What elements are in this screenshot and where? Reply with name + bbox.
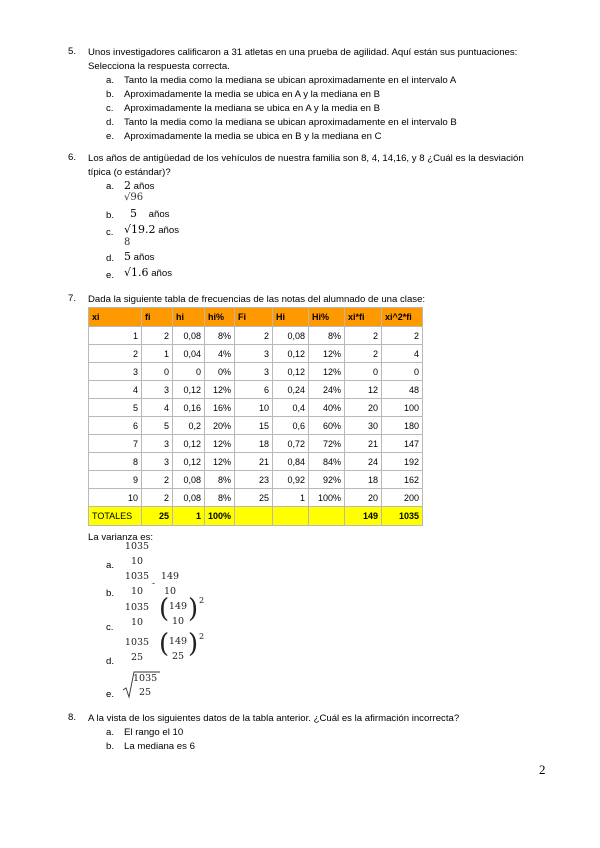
table-cell: 3	[235, 363, 273, 381]
table-cell: 2	[89, 345, 142, 363]
q8-line1: A la vista de los siguientes datos de la tabla anterior. ¿Cuál es la afirmación incorrecta?	[88, 713, 460, 724]
table-cell: 0,6	[273, 417, 309, 435]
table-cell: 1	[142, 345, 173, 363]
table-cell: 3	[142, 435, 173, 453]
q6-option-c-unit: años	[158, 225, 179, 236]
table-cell: 18	[235, 435, 273, 453]
q7-option-e-letter: e.	[106, 689, 115, 700]
q7-option-c-exponent: 2	[199, 596, 205, 605]
table-cell: 100%	[205, 507, 235, 526]
table-cell: 0,08	[273, 327, 309, 345]
q7-option-b-denominator-1: 10	[130, 586, 144, 597]
q6-number: 6.	[68, 152, 77, 163]
q7-line1: Dada la siguiente tabla de frecuencias de las notas del alumnado de una clase:	[88, 294, 426, 305]
q6-option-b[interactable]	[130, 207, 169, 220]
q7-option-b-fraction-1	[124, 571, 150, 597]
q6-option-e-value: √1.6	[124, 266, 149, 279]
q5-option-c[interactable]: Aproximadamente la mediana se ubica en A y la media en B	[124, 103, 380, 114]
q7-option-c-paren-open: (	[159, 594, 170, 624]
q6-option-c-denominator: 8	[124, 237, 131, 248]
table-cell: 0%	[205, 363, 235, 381]
q7-option-c-denominator-1: 10	[130, 617, 144, 628]
table-header-cell: hi%	[205, 308, 235, 327]
q6-option-e-unit: años	[151, 268, 172, 279]
table-header-cell: xi^2*fi	[382, 308, 423, 327]
q6-line1: Los años de antigüedad de los vehículos de nuestra familia son 8, 4, 14,16, y 8 ¿Cuál es la desviación	[88, 153, 524, 164]
q5-line1: Unos investigadores calificaron a 31 atletas en una prueba de agilidad. Aquí están sus puntuaciones:	[88, 47, 518, 58]
table-cell: 12%	[205, 381, 235, 399]
table-cell	[273, 507, 309, 526]
table-cell: 8%	[205, 327, 235, 345]
table-row	[89, 453, 423, 471]
table-cell: 7	[89, 435, 142, 453]
q6-line2: típica (o estándar)?	[88, 167, 171, 178]
table-cell: 3	[235, 345, 273, 363]
q7-option-b-numerator-1: 1035	[124, 571, 150, 582]
q7-option-b-numerator-2: 149	[160, 571, 180, 582]
table-cell	[235, 507, 273, 526]
q5-option-d[interactable]: Tanto la media como la mediana se ubican aproximadamente en el intervalo B	[124, 117, 457, 128]
q7-option-d-fraction-2	[167, 636, 189, 662]
table-cell: 2	[235, 327, 273, 345]
table-row	[89, 435, 423, 453]
q5-option-e[interactable]: Aproximadamente la media se ubica en B y la mediana en C	[124, 131, 382, 142]
table-cell: 20	[345, 399, 382, 417]
table-cell: 0,08	[173, 327, 205, 345]
table-cell: 4	[382, 345, 423, 363]
q6-option-b-value: 5	[130, 207, 137, 220]
table-cell: 30	[345, 417, 382, 435]
table-cell: 1	[173, 507, 205, 526]
table-cell: 4	[89, 381, 142, 399]
table-cell: 0,92	[273, 471, 309, 489]
table-row	[89, 489, 423, 507]
q7-option-d-numerator-2: 149	[168, 636, 188, 647]
q7-option-a-denominator: 10	[130, 556, 144, 567]
table-cell: 0,12	[273, 345, 309, 363]
q7-option-e-denominator: 25	[138, 687, 152, 698]
table-cell: 12%	[309, 345, 345, 363]
q7-option-c-letter: c.	[106, 622, 114, 633]
q5-option-d-letter: d.	[106, 117, 115, 128]
table-cell: 21	[345, 435, 382, 453]
table-cell: 12%	[205, 453, 235, 471]
q6-option-d-letter: d.	[106, 253, 115, 264]
table-cell: 0,4	[273, 399, 309, 417]
q6-option-a-root: √96	[124, 192, 144, 203]
table-cell: 15	[235, 417, 273, 435]
table-row	[89, 345, 423, 363]
table-cell: 100%	[309, 489, 345, 507]
table-cell: 25	[235, 489, 273, 507]
table-cell: 0,12	[173, 435, 205, 453]
q6-option-c-value: √19.2	[124, 223, 156, 236]
table-cell: 24	[345, 453, 382, 471]
table-cell: 4%	[205, 345, 235, 363]
table-cell: 18	[345, 471, 382, 489]
q6-option-a[interactable]	[124, 179, 154, 192]
table-cell: 1	[89, 327, 142, 345]
table-header-row	[89, 308, 423, 327]
table-cell: 9	[89, 471, 142, 489]
table-cell: 200	[382, 489, 423, 507]
q6-option-a-letter: a.	[106, 181, 115, 192]
table-cell: 0,08	[173, 489, 205, 507]
table-cell: 4	[142, 399, 173, 417]
table-cell: 0,2	[173, 417, 205, 435]
q5-text	[88, 46, 517, 74]
table-cell: 0	[173, 363, 205, 381]
q7-option-d-denominator-1: 25	[130, 652, 144, 663]
table-cell: 23	[235, 471, 273, 489]
table-cell: 0,72	[273, 435, 309, 453]
table-cell: 20%	[205, 417, 235, 435]
q7-number: 7.	[68, 293, 77, 304]
table-cell: 1035	[382, 507, 423, 526]
table-totals-row	[89, 507, 423, 526]
q7-option-a-letter: a.	[106, 560, 115, 571]
q6-option-b-letter: b.	[106, 210, 115, 221]
table-cell: 0,16	[173, 399, 205, 417]
table-cell: 0,12	[173, 381, 205, 399]
q7-option-e-numerator: 1035	[133, 673, 158, 684]
table-cell: 0,12	[273, 363, 309, 381]
table-cell: 48	[382, 381, 423, 399]
table-cell	[309, 507, 345, 526]
q7-option-b-letter: b.	[106, 588, 115, 599]
q7-option-a-numerator: 1035	[124, 541, 150, 552]
table-cell: 60%	[309, 417, 345, 435]
table-row	[89, 327, 423, 345]
table-cell: 147	[382, 435, 423, 453]
table-row	[89, 417, 423, 435]
table-cell: 180	[382, 417, 423, 435]
table-cell: 3	[89, 363, 142, 381]
table-cell: 40%	[309, 399, 345, 417]
variance-label: La varianza es:	[88, 532, 154, 543]
q8-number: 8.	[68, 712, 77, 723]
table-cell: 2	[142, 471, 173, 489]
q5-line2: Selecciona la respuesta correcta.	[88, 61, 230, 72]
table-cell: 8%	[205, 471, 235, 489]
table-cell: 21	[235, 453, 273, 471]
table-header-cell: Hi	[273, 308, 309, 327]
table-cell: 8%	[205, 489, 235, 507]
q7-option-d-numerator-1: 1035	[124, 637, 150, 648]
q8-option-b-letter: b.	[106, 741, 115, 752]
q7-option-d-exponent: 2	[199, 632, 205, 641]
q6-option-d-unit: años	[133, 252, 155, 263]
table-cell: 192	[382, 453, 423, 471]
table-cell: 1	[273, 489, 309, 507]
table-cell: 0,08	[173, 471, 205, 489]
table-cell: 0,12	[173, 453, 205, 471]
table-cell: 2	[142, 489, 173, 507]
table-cell: 84%	[309, 453, 345, 471]
totals-label: TOTALES	[89, 507, 142, 526]
q5-option-b-letter: b.	[106, 89, 115, 100]
table-cell: 0	[382, 363, 423, 381]
table-cell: 2	[345, 345, 382, 363]
q5-option-a-letter: a.	[106, 75, 115, 86]
table-cell: 6	[89, 417, 142, 435]
table-cell: 5	[89, 399, 142, 417]
table-cell: 3	[142, 453, 173, 471]
table-cell: 3	[142, 381, 173, 399]
q7-option-d-paren-open: (	[159, 629, 170, 659]
q7-option-c-numerator-2: 149	[168, 601, 188, 612]
q5-option-e-letter: e.	[106, 131, 115, 142]
table-cell: 12%	[205, 435, 235, 453]
q6-option-c-letter: c.	[106, 227, 114, 238]
table-header-cell: xi	[89, 308, 142, 327]
q6-option-e[interactable]	[124, 266, 172, 279]
q5-option-b[interactable]: Aproximadamente la media se ubica en A y la mediana en B	[124, 89, 380, 100]
q5-option-a[interactable]: Tanto la media como la mediana se ubican aproximadamente en el intervalo A	[124, 75, 457, 86]
q8-option-b[interactable]: La mediana es 6	[124, 741, 195, 752]
q7-option-a-fraction[interactable]	[124, 541, 150, 567]
table-row	[89, 471, 423, 489]
table-row	[89, 381, 423, 399]
q6-option-b-unit: años	[148, 209, 170, 220]
table-cell: 149	[345, 507, 382, 526]
q8-option-a[interactable]: El rango el 10	[124, 727, 184, 738]
q6-option-d[interactable]	[124, 250, 154, 263]
table-cell: 2	[382, 327, 423, 345]
q7-option-c-paren-close: )	[188, 594, 199, 624]
table-header-cell: xi*fi	[345, 308, 382, 327]
q7-option-d-fraction-1	[124, 637, 150, 663]
table-cell: 16%	[205, 399, 235, 417]
table-cell: 24%	[309, 381, 345, 399]
table-cell: 5	[142, 417, 173, 435]
q7-option-d-paren-close: )	[188, 629, 199, 659]
table-cell: 2	[345, 327, 382, 345]
q6-option-c[interactable]	[124, 223, 179, 236]
table-header-cell: hi	[173, 308, 205, 327]
page-number: 2	[539, 762, 546, 777]
table-cell: 8%	[309, 327, 345, 345]
table-cell: 8	[89, 453, 142, 471]
q6-option-d-value: 5	[124, 250, 131, 263]
frequency-table	[88, 307, 423, 526]
table-cell: 72%	[309, 435, 345, 453]
q7-option-b-denominator-2: 10	[163, 586, 177, 597]
table-cell: 100	[382, 399, 423, 417]
table-header-cell: Hi%	[309, 308, 345, 327]
table-cell: 0,24	[273, 381, 309, 399]
q7-option-d-letter: d.	[106, 656, 115, 667]
table-cell: 0	[345, 363, 382, 381]
table-header-cell: fi	[142, 308, 173, 327]
table-row	[89, 399, 423, 417]
q8-option-a-letter: a.	[106, 727, 115, 738]
q6-option-a-value: 2	[124, 179, 131, 192]
q5-number: 5.	[68, 46, 77, 57]
table-cell: 25	[142, 507, 173, 526]
table-cell: 10	[235, 399, 273, 417]
q6-option-a-unit: años	[133, 181, 155, 192]
table-cell: 0	[142, 363, 173, 381]
table-cell: 0,04	[173, 345, 205, 363]
table-cell: 20	[345, 489, 382, 507]
q7-option-c-numerator-1: 1035	[124, 602, 150, 613]
table-cell: 6	[235, 381, 273, 399]
table-cell: 10	[89, 489, 142, 507]
q5-option-c-letter: c.	[106, 103, 114, 114]
table-cell: 92%	[309, 471, 345, 489]
q6-option-e-letter: e.	[106, 270, 115, 281]
table-cell: 2	[142, 327, 173, 345]
q6-text	[88, 152, 524, 180]
q7-option-b-minus: -	[152, 579, 156, 589]
q7-option-d-denominator-2: 25	[171, 651, 185, 662]
q7-option-c-fraction-2	[167, 601, 189, 627]
q7-option-c-denominator-2: 10	[171, 616, 185, 627]
table-row	[89, 363, 423, 381]
table-cell: 12	[345, 381, 382, 399]
table-cell: 0,84	[273, 453, 309, 471]
table-cell: 162	[382, 471, 423, 489]
table-header-cell: Fi	[235, 308, 273, 327]
q7-option-c-fraction-1	[124, 602, 150, 628]
q7-option-e-fraction	[133, 673, 157, 698]
table-cell: 12%	[309, 363, 345, 381]
